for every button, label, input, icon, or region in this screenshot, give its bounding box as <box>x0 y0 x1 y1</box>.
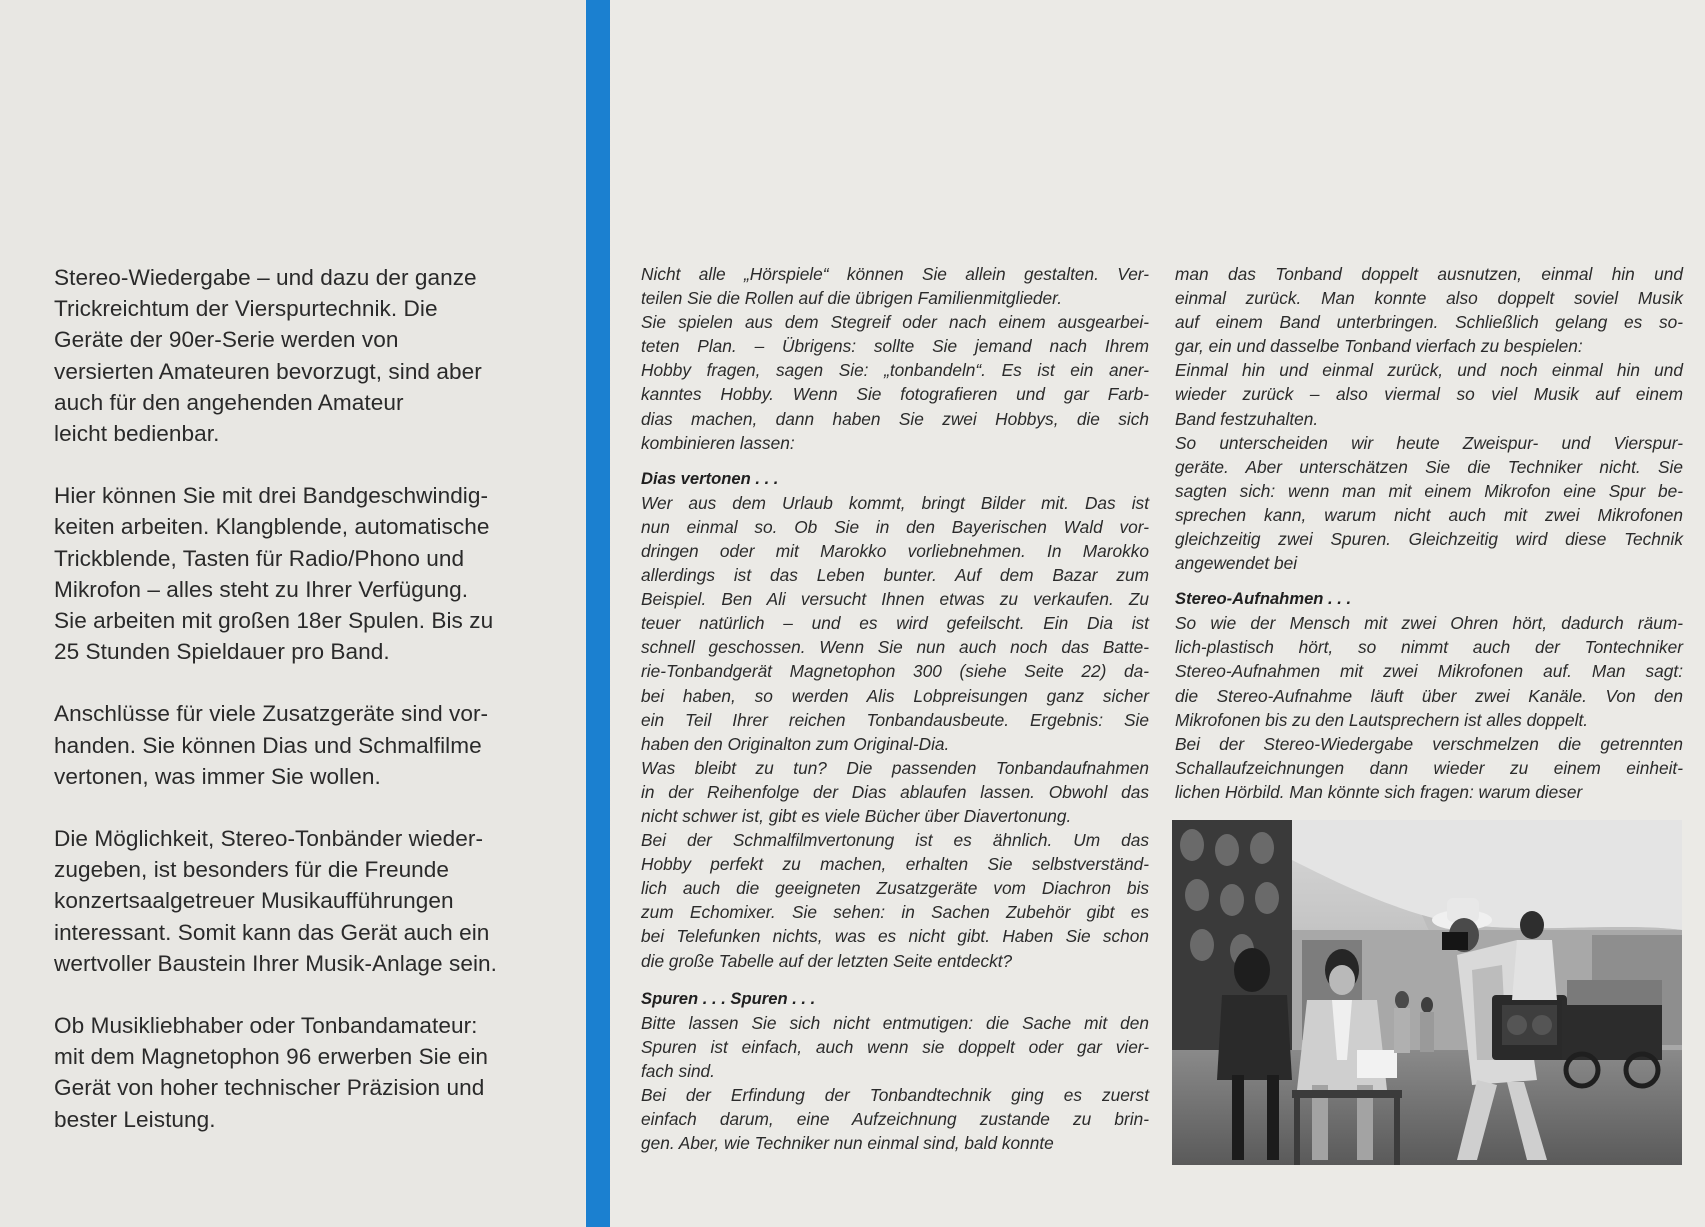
text-line: Bei der Erfindung der Tonbandtechnik ging es zuerst <box>641 1084 1149 1105</box>
text-line: bei Telefunken nichts, was es nicht gibt. Haben Sie schon <box>641 926 1149 947</box>
text-line: versierten Amateuren bevorzugt, sind aber <box>54 358 482 384</box>
text-line: Hobby perfekt zu machen, erhalten Sie selbstverständ- <box>641 854 1149 875</box>
bazaar-photo-image <box>1172 820 1682 1165</box>
text-line: vertonen, was immer Sie wollen. <box>54 763 381 789</box>
text-line: Hier können Sie mit drei Bandgeschwindig- <box>54 483 489 509</box>
text-line: in der Reihenfolge der Dias ablaufen lassen. Obwohl das <box>641 781 1149 802</box>
text-line: lich-plastisch hört, so nimmt auch der Tontechniker <box>1175 637 1683 658</box>
text-line: bester Leistung. <box>54 1106 216 1132</box>
text-line: Geräte der 90er-Serie werden von <box>54 327 399 353</box>
text-line: Trickreichtum der Vierspurtechnik. Die <box>54 296 438 322</box>
text-line: allerdings ist das Leben bunter. Auf dem Bazar zum <box>641 565 1149 586</box>
text-line: Sie spielen aus dem Stegreif oder nach einem ausgearbei- <box>641 312 1149 333</box>
text-line: sagten sich: wenn man mit einem Mikrofon eine Spur be- <box>1175 480 1683 501</box>
text-line: kanntes Hobby. Wenn Sie fotografieren und gar Farb- <box>641 384 1149 405</box>
text-line: man das Tonband doppelt ausnutzen, einmal hin und <box>1175 264 1683 284</box>
heading-spuren: Spuren . . . Spuren . . . <box>641 988 816 1008</box>
text-line: die Stereo-Aufnahme läuft über zwei Kanäle. Von den <box>1175 685 1683 706</box>
text-line: auf einem Band unterbringen. Schließlich gelang es so- <box>1175 312 1683 333</box>
right-column <box>1175 262 1683 804</box>
text-line: fach sind. <box>641 1060 715 1081</box>
text-line: sprechen kann, warum nicht auch mit zwei Mikrofonen <box>1175 504 1683 525</box>
text-line: So unterscheiden wir heute Zweispur- und Vierspur- <box>1175 432 1683 453</box>
text-line: Gerät von hoher technischer Präzision und <box>54 1075 485 1101</box>
text-line: Sie arbeiten mit großen 18er Spulen. Bis zu <box>54 608 494 634</box>
text-line: gleichzeitig zwei Spuren. Gleichzeitig wird diese Technik <box>1175 529 1683 550</box>
right-intro <box>1175 262 1683 575</box>
text-line: teilen Sie die Rollen auf die übrigen Familienmitglieder. <box>641 288 1063 309</box>
text-line: interessant. Somit kann das Gerät auch ein <box>54 919 490 945</box>
text-line: Schallaufzeichnungen dann wieder zu einem einheit- <box>1175 757 1683 778</box>
heading-stereo-aufnahmen: Stereo-Aufnahmen . . . <box>1175 589 1352 609</box>
text-line: Bei der Schmalfilmvertonung ist es ähnlich. Um das <box>641 830 1149 851</box>
text-line: bei haben, so werden Alis Lobpreisungen ganz sicher <box>641 685 1149 706</box>
middle-column <box>641 262 1149 1155</box>
text-line: 25 Stunden Spieldauer pro Band. <box>54 639 390 665</box>
text-line: Bitte lassen Sie sich nicht entmutigen: die Sache mit den <box>641 1012 1149 1033</box>
left-paragraph <box>54 262 574 449</box>
text-line: Bei der Stereo-Wiedergabe verschmelzen die getrennten <box>1175 733 1683 754</box>
text-line: Trickblende, Tasten für Radio/Phono und <box>54 545 465 571</box>
text-line: die große Tabelle auf der letzten Seite entdeckt? <box>641 950 1013 971</box>
text-line: Spuren ist einfach, auch wenn sie doppelt oder gar vier- <box>641 1036 1149 1057</box>
text-line: zum Echomixer. Sie sehen: in Sachen Zubehör gibt es <box>641 902 1149 923</box>
text-line: rie-Tonbandgerät Magnetophon 300 (siehe Seite 22) da- <box>641 661 1149 682</box>
text-line: konzertsaalgetreuer Musikaufführungen <box>54 888 454 914</box>
bazaar-photo <box>1172 820 1682 1165</box>
text-line: teuer natürlich – und es wird gefeilscht. Ein Dia ist <box>641 613 1149 634</box>
text-line: Band festzuhalten. <box>1175 408 1319 429</box>
text-line: Anschlüsse für viele Zusatzgeräte sind vor- <box>54 701 489 727</box>
text-line: kombinieren lassen: <box>641 432 795 453</box>
text-line: Nicht alle „Hörspiele“ können Sie allein gestalten. Ver- <box>641 264 1149 284</box>
text-line: angewendet bei <box>1175 553 1298 574</box>
text-line: auch für den angehenden Amateur <box>54 389 404 415</box>
text-line: nun einmal so. Ob Sie in den Bayerischen Wald vor- <box>641 516 1149 537</box>
text-line: nicht schwer ist, gibt es viele Bücher über Diavertonung. <box>641 805 1072 826</box>
section-dias-vertonen <box>641 491 1149 973</box>
left-paragraph <box>54 480 574 667</box>
accent-bar <box>586 0 610 1227</box>
text-line: wertvoller Baustein Ihrer Musik-Anlage sein. <box>54 950 497 976</box>
heading-dias-vertonen: Dias vertonen . . . <box>641 468 779 488</box>
text-line: Mikrofon – alles steht zu Ihrer Verfügung. <box>54 576 469 602</box>
text-line: gen. Aber, wie Techniker nun einmal sind, bald konnte <box>641 1133 1054 1154</box>
text-line: Stereo-Wiedergabe – und dazu der ganze <box>54 265 477 290</box>
text-line: keiten arbeiten. Klangblende, automatische <box>54 514 490 540</box>
text-line: Mikrofonen bis zu den Lautsprechern ist alles doppelt. <box>1175 709 1589 730</box>
text-line: Einmal hin und einmal zurück, und noch einmal hin und <box>1175 360 1683 381</box>
text-line: handen. Sie können Dias und Schmalfilme <box>54 732 482 758</box>
text-line: leicht bedienbar. <box>54 421 220 447</box>
text-line: Ob Musikliebhaber oder Tonbandamateur: <box>54 1013 478 1039</box>
text-line: einmal zurück. Man konnte also doppelt soviel Musik <box>1175 288 1683 309</box>
text-line: haben den Originalton zum Original-Dia. <box>641 733 950 754</box>
text-line: Stereo-Aufnahmen mit zwei Mikrofonen auf. Man sagt: <box>1175 661 1683 682</box>
left-paragraph <box>54 1010 574 1135</box>
text-line: geräte. Aber unterschätzen Sie die Techniker nicht. Sie <box>1175 456 1683 477</box>
text-line: schnell geschossen. Wenn Sie nun auch noch das Batte- <box>641 637 1149 658</box>
text-line: So wie der Mensch mit zwei Ohren hört, dadurch räum- <box>1175 613 1683 634</box>
text-line: dias machen, dann haben Sie zwei Hobbys, die sich <box>641 408 1149 429</box>
left-paragraph <box>54 823 574 979</box>
text-line: Hobby fragen, sagen Sie: „tonbandeln“. Es ist ein aner- <box>641 360 1149 381</box>
middle-intro <box>641 262 1149 455</box>
text-line: mit dem Magnetophon 96 erwerben Sie ein <box>54 1044 488 1070</box>
text-line: zugeben, ist besonders für die Freunde <box>54 857 450 883</box>
left-column <box>54 262 574 1166</box>
text-line: lichen Hörbild. Man könnte sich fragen: warum dieser <box>1175 781 1583 802</box>
section-spuren <box>641 1011 1149 1156</box>
text-line: Beispiel. Ben Ali versucht Ihnen etwas zu verkaufen. Zu <box>641 589 1149 610</box>
text-line: Die Möglichkeit, Stereo-Tonbänder wieder- <box>54 826 484 852</box>
text-line: Wer aus dem Urlaub kommt, bringt Bilder mit. Das ist <box>641 492 1149 513</box>
text-line: ein Teil Ihrer reichen Tonbandausbeute. Ergebnis: Sie <box>641 709 1149 730</box>
text-line: lich auch die geeigneten Zusatzgeräte vom Diachron bis <box>641 878 1149 899</box>
text-line: einfach darum, eine Aufzeichnung zustande zu brin- <box>641 1109 1149 1129</box>
section-stereo-aufnahmen <box>1175 611 1683 804</box>
text-line: wieder zurück – also viermal so viel Musik auf einem <box>1175 384 1683 405</box>
left-paragraph <box>54 698 574 792</box>
text-line: dringen oder mit Marokko vorliebnehmen. In Marokko <box>641 540 1149 561</box>
text-line: gar, ein und dasselbe Tonband vierfach zu bespielen: <box>1175 336 1583 357</box>
text-line: teten Plan. – Übrigens: sollte Sie jemand nach Ihrem <box>641 336 1149 357</box>
text-line: Was bleibt zu tun? Die passenden Tonbandaufnahmen <box>641 757 1149 778</box>
